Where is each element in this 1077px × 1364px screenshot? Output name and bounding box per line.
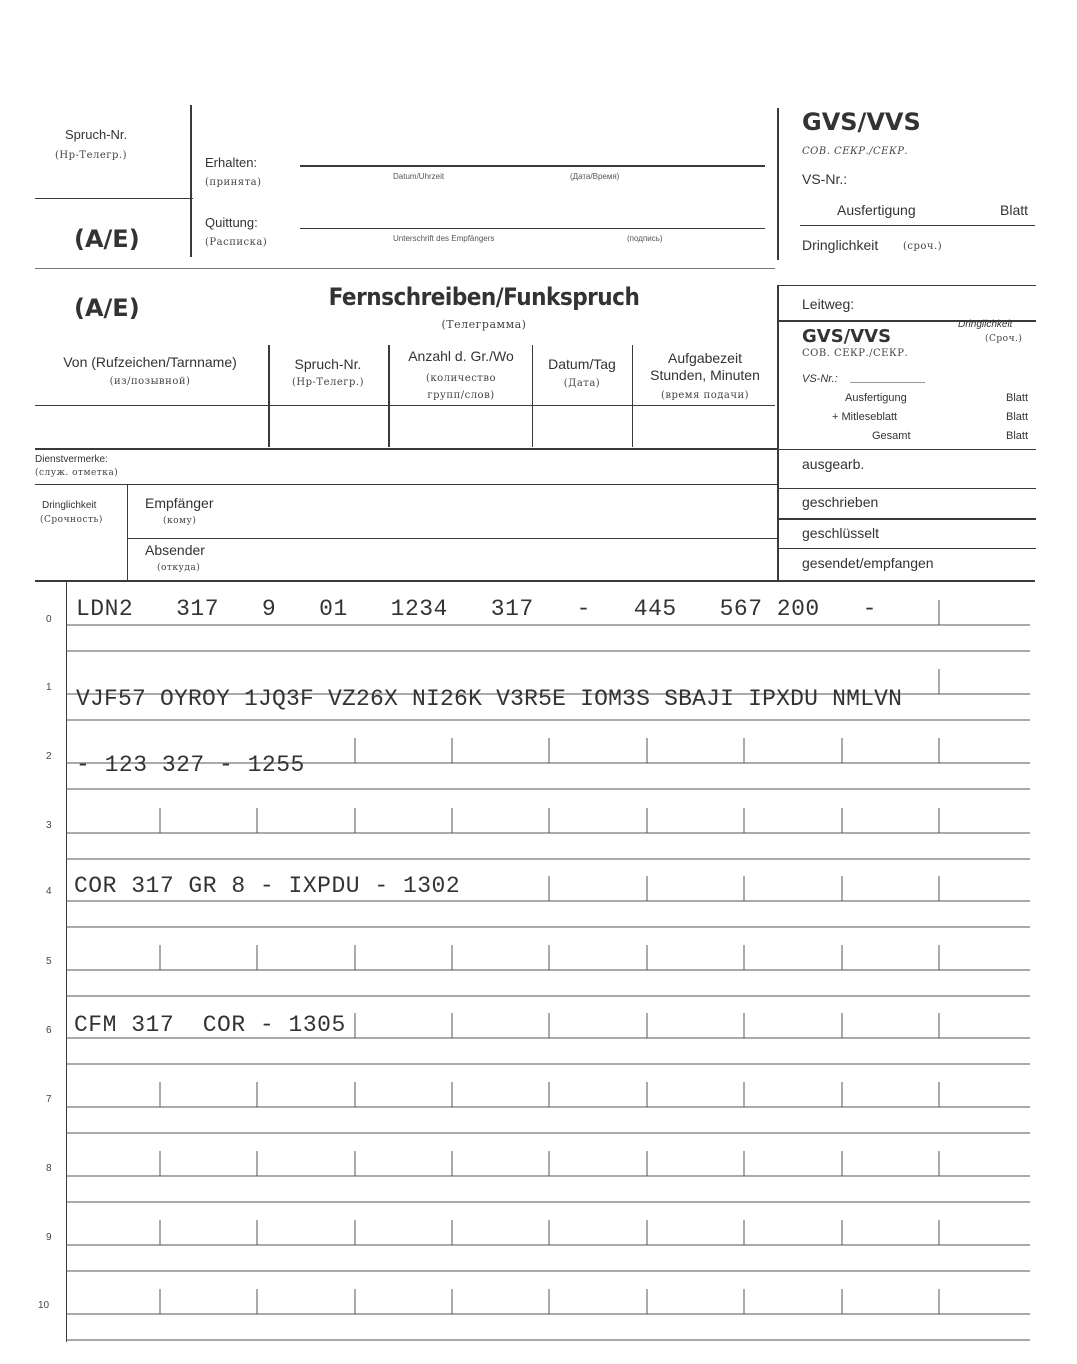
- row-number: 9: [46, 1232, 52, 1243]
- col-von-label: Von (Rufzeichen/Tarnname): [63, 354, 237, 370]
- row-number: 10: [38, 1300, 50, 1311]
- col-aufgabezeit-label: Aufgabezeit Stunden, Minuten: [650, 350, 760, 383]
- empfaenger-label: Empfänger: [145, 495, 214, 511]
- absender-ru: (откуда): [157, 563, 201, 573]
- form-title-ru: (Телеграмма): [441, 318, 527, 331]
- leitweg-ausfertigung: Ausfertigung: [845, 392, 907, 404]
- datum-uhrzeit-caption: Datum/Uhrzeit: [393, 172, 445, 181]
- geschrieben-label: geschrieben: [802, 494, 879, 510]
- ausfertigung-label: Ausfertigung: [837, 202, 916, 218]
- row-number: 2: [46, 751, 52, 762]
- col-spruch-ru: (Нр-Телегр.): [292, 377, 364, 388]
- row-text[interactable]: - 123 327 - 1255: [76, 752, 305, 778]
- dienst-dringlichkeit: Dringlichkeit: [42, 500, 97, 511]
- leitweg-blatt-1: Blatt: [1006, 392, 1029, 404]
- dienstvermerke-ru: (служ. отметка): [35, 468, 119, 478]
- row-number: 8: [46, 1163, 52, 1174]
- erhalten-label: Erhalten:: [205, 155, 258, 170]
- leitweg-vs-nr: VS-Nr.:: [802, 373, 838, 385]
- row-number: 6: [46, 1025, 52, 1036]
- geschluesselt-label: geschlüsselt: [802, 525, 880, 541]
- ae-code-top: (A/E): [74, 225, 140, 253]
- gesendet-label: gesendet/empfangen: [802, 555, 934, 571]
- row-number: 7: [46, 1094, 52, 1105]
- vs-nr-label: VS-Nr.:: [802, 171, 848, 187]
- unterschrift-ru-caption: (подпись): [627, 234, 663, 243]
- col-anzahl-ru: (количество групп/слов): [425, 373, 496, 401]
- col-datum-label: Datum/Tag: [548, 356, 616, 372]
- leitweg-label: Leitweg:: [802, 296, 855, 312]
- leitweg-gesamt: Gesamt: [872, 430, 911, 442]
- erhalten-ru: (принята): [205, 177, 262, 188]
- row-text[interactable]: VJF57 OYROY 1JQ3F VZ26X NI26K V3R5E IOM3S SBAJI IPXDU NMLVN: [76, 686, 903, 712]
- row-text[interactable]: CFM 317 COR - 1305: [74, 1012, 346, 1038]
- leitweg-blatt-3: Blatt: [1006, 430, 1029, 442]
- dringlichkeit-ru: (сроч.): [903, 241, 943, 252]
- leitweg-mitleseblatt: + Mitleseblatt: [832, 411, 898, 423]
- col-von-ru: (из/позывной): [109, 376, 191, 387]
- col-anzahl-label: Anzahl d. Gr./Wo: [408, 348, 514, 364]
- leitweg-dringlichkeit: Dringlichkeit: [958, 319, 1013, 330]
- col-datum-ru: (Дата): [563, 378, 601, 389]
- blatt-label: Blatt: [1000, 202, 1029, 218]
- gvs-vvs-ru: СОВ. СЕКР./СЕКР.: [802, 146, 909, 157]
- ae-code-header: (A/E): [74, 294, 140, 322]
- row-text[interactable]: LDN2 317 9 01 1234 317 - 445 567 200 -: [76, 596, 877, 622]
- leitweg-gvs-title: GVS/VVS: [802, 326, 892, 347]
- dienstvermerke-label: Dienstvermerke:: [35, 454, 108, 465]
- row-number: 3: [46, 820, 52, 831]
- leitweg-dringlichkeit-ru: (Сроч.): [985, 334, 1023, 344]
- row-text[interactable]: COR 317 GR 8 - IXPDU - 1302: [74, 873, 461, 899]
- ausgearb-label: ausgearb.: [802, 456, 865, 472]
- form-title: Fernschreiben/Funkspruch: [328, 283, 640, 311]
- datum-ru-caption: (Дата/Время): [570, 172, 620, 181]
- col-spruch-label: Spruch-Nr.: [294, 356, 362, 372]
- dringlichkeit-label: Dringlichkeit: [802, 237, 879, 253]
- empfaenger-ru: (кому): [163, 516, 197, 526]
- quittung-ru: (Расписка): [205, 237, 268, 248]
- quittung-label: Quittung:: [205, 215, 258, 230]
- col-aufgabezeit-ru: (время подачи): [660, 390, 750, 401]
- leitweg-blatt-2: Blatt: [1006, 411, 1029, 423]
- unterschrift-caption: Unterschrift des Empfängers: [393, 234, 495, 243]
- spruch-nr-label: Spruch-Nr.: [65, 127, 128, 142]
- absender-label: Absender: [145, 542, 205, 558]
- row-number: 5: [46, 956, 52, 967]
- row-number: 0: [46, 614, 52, 625]
- row-number: 4: [46, 886, 52, 897]
- gvs-vvs-title: GVS/VVS: [802, 108, 921, 136]
- dienst-dringlichkeit-ru: (Срочность): [40, 515, 103, 525]
- row-number: 1: [46, 682, 52, 693]
- spruch-nr-ru: (Нр-Телегр.): [55, 150, 127, 161]
- leitweg-gvs-ru: СОВ. СЕКР./СЕКР.: [802, 348, 909, 359]
